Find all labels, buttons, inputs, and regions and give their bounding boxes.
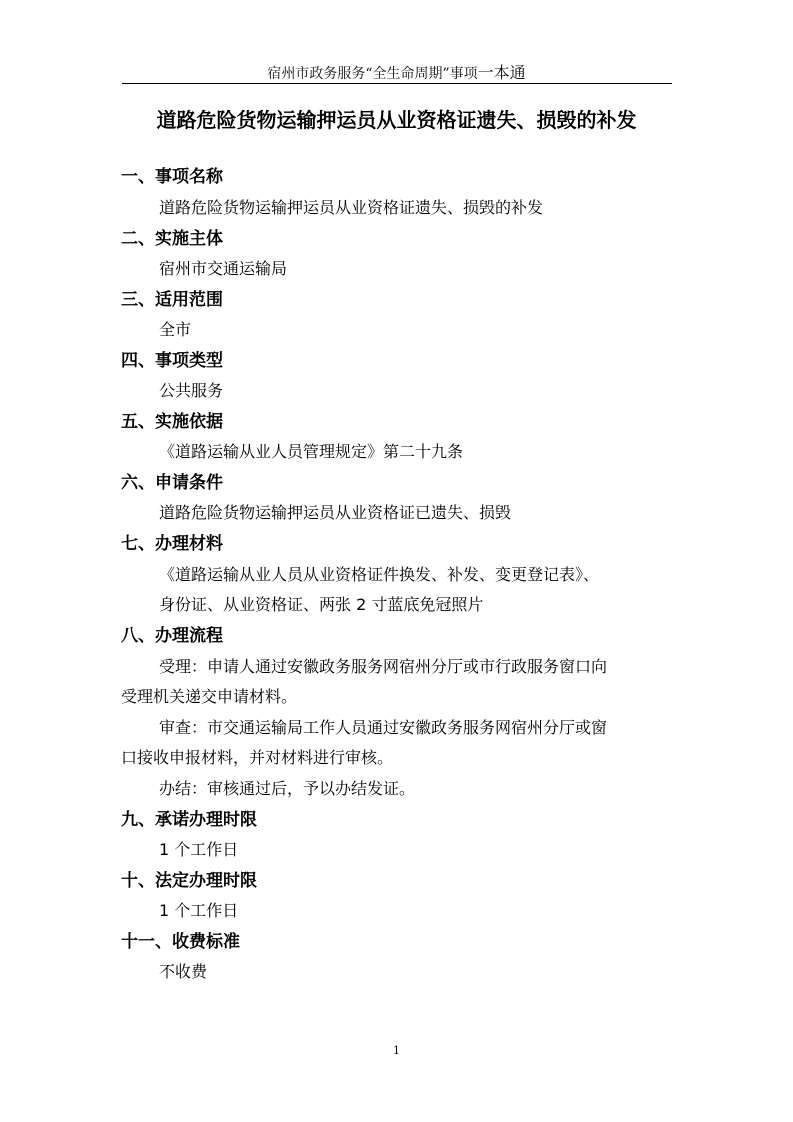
process-review-line2: 口接收申报材料，并对材料进行审核。 — [121, 748, 394, 767]
section-content-item-name: 道路危险货物运输押运员从业资格证遗失、损毁的补发 — [159, 198, 544, 217]
section-content-materials-line2: 身份证、从业资格证、两张 2 寸蓝底免冠照片 — [159, 595, 484, 614]
section-content-materials-line1: 《道路运输从业人员从业资格证件换发、补发、变更登记表》、 — [159, 565, 600, 584]
section-heading-item-name: 一、事项名称 — [121, 167, 223, 187]
section-heading-process: 八、办理流程 — [121, 626, 223, 646]
section-content-conditions: 道路危险货物运输押运员从业资格证已遗失、损毁 — [159, 503, 512, 522]
section-heading-conditions: 六、申请条件 — [121, 473, 223, 493]
section-heading-fee: 十一、收费标准 — [121, 932, 240, 952]
process-completion-line: 办结：审核通过后，予以办结发证。 — [159, 779, 416, 798]
process-acceptance-line1: 受理：申请人通过安徽政务服务网宿州分厅或市行政服务窗口向 — [159, 657, 608, 676]
process-acceptance-line2: 受理机关递交申请材料。 — [121, 687, 298, 706]
section-content-fee: 不收费 — [159, 962, 208, 981]
section-content-legal-time: 1 个工作日 — [159, 901, 239, 920]
section-heading-implementing-body: 二、实施主体 — [121, 229, 223, 249]
header-underline — [122, 83, 672, 84]
header-suffix: 一本通 — [477, 63, 526, 82]
section-content-implementing-body: 宿州市交通运输局 — [159, 259, 288, 278]
process-review-line1: 审查：市交通运输局工作人员通过安徽政务服务网宿州分厅或窗 — [159, 718, 608, 737]
section-content-promised-time: 1 个工作日 — [159, 840, 239, 859]
page-number: 1 — [393, 1044, 400, 1057]
document-title: 道路危险货物运输押运员从业资格证遗失、损毁的补发 — [156, 108, 637, 132]
section-heading-promised-time: 九、承诺办理时限 — [121, 810, 257, 830]
header-prefix: 宿州市政务服务“全生命周期”事项 — [267, 66, 478, 82]
section-content-scope: 全市 — [159, 320, 192, 339]
section-content-legal-basis: 《道路运输从业人员管理规定》第二十九条 — [159, 442, 464, 461]
section-content-item-type: 公共服务 — [159, 381, 224, 400]
page-header — [0, 64, 793, 83]
section-heading-item-type: 四、事项类型 — [121, 351, 223, 371]
section-heading-legal-basis: 五、实施依据 — [121, 412, 223, 432]
section-heading-scope: 三、适用范围 — [121, 290, 223, 310]
section-heading-legal-time: 十、法定办理时限 — [121, 871, 257, 891]
section-heading-materials: 七、办理材料 — [121, 534, 223, 554]
